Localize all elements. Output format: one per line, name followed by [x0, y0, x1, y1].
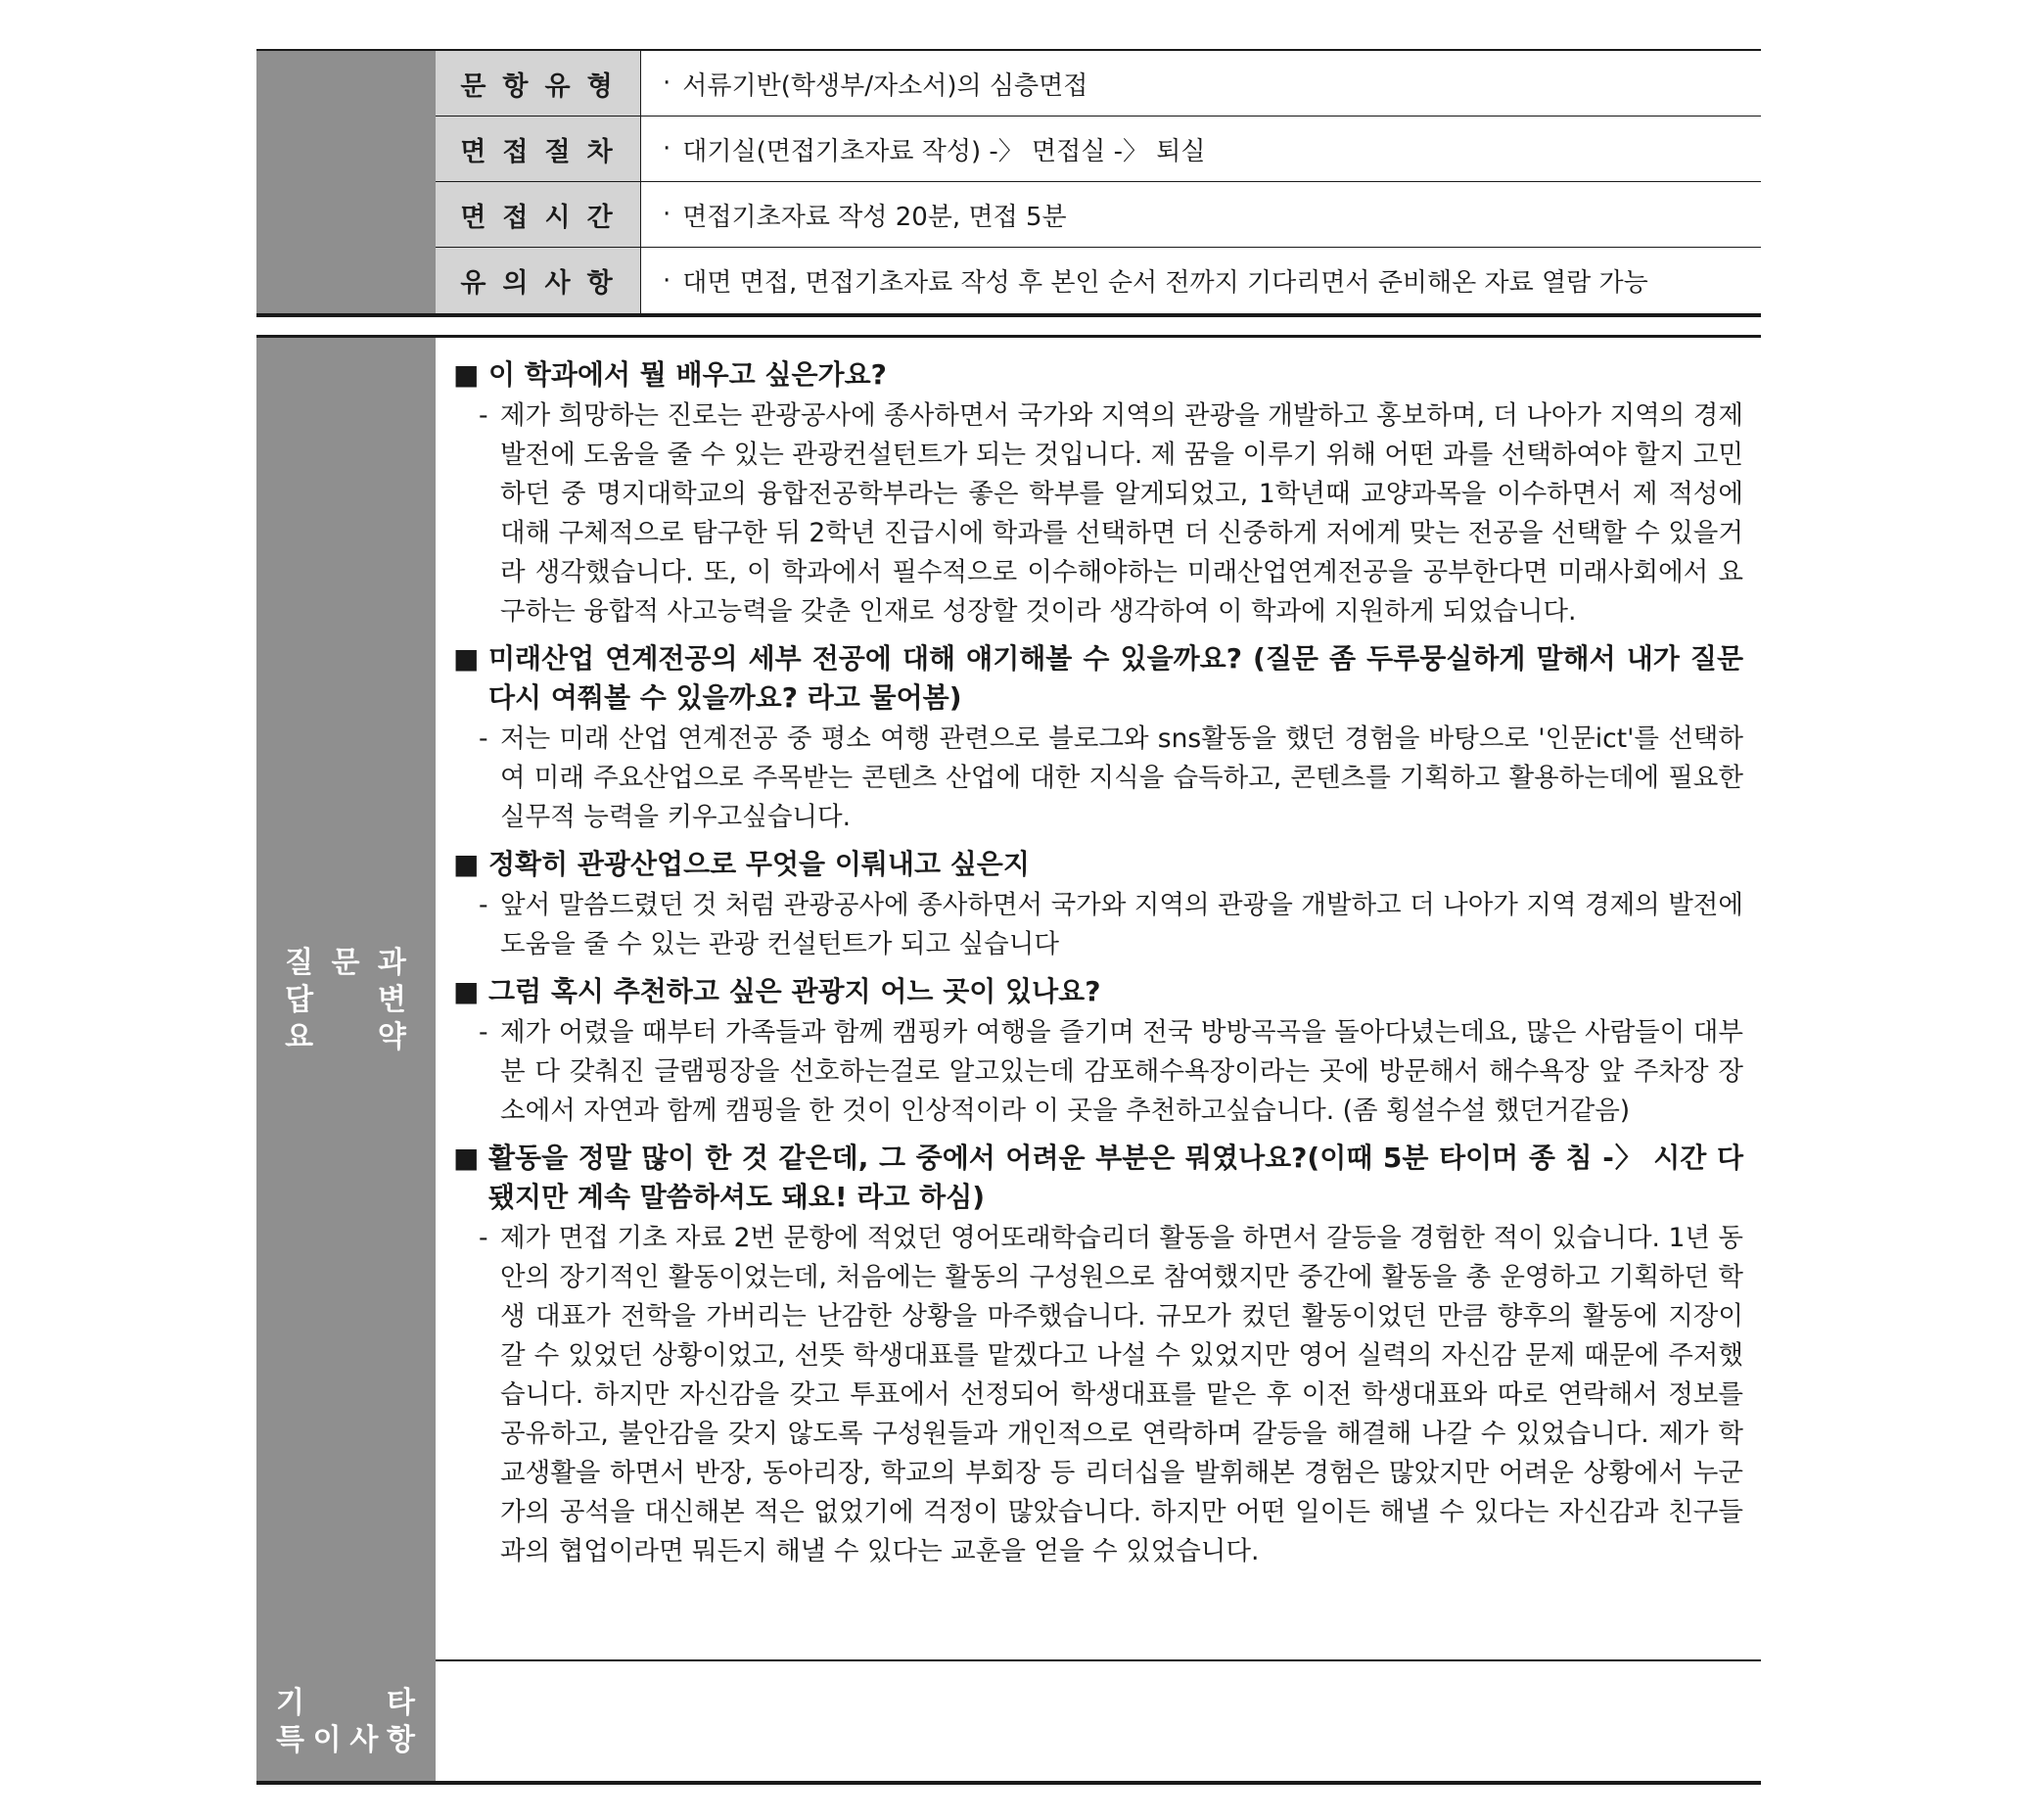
answer-1	[479, 397, 1743, 631]
question-text: 미래산업 연계전공의 세부 전공에 대해 얘기해볼 수 있을까요? (질문 좀 두루뭉실하게 말해서 내가 질문 다시 여쭤볼 수 있을까요? 라고 물어봄)	[488, 642, 1743, 714]
question-5	[453, 1139, 1743, 1217]
qa-side-label	[276, 945, 415, 1056]
side-char: 답	[285, 983, 314, 1017]
side-char: 질	[285, 946, 314, 980]
question-text: 그럼 혹시 추천하고 싶은 관광지 어느 곳이 있나요?	[488, 975, 1101, 1007]
side-char	[322, 1019, 368, 1056]
square-bullet: ■	[453, 642, 480, 675]
question-2	[453, 639, 1743, 718]
info-side-column	[256, 51, 436, 313]
label-notes: 유의사항	[436, 248, 641, 313]
question-text: 활동을 정말 많이 한 것 같은데, 그 중에서 어려운 부분은 뭐였나요?(이때 5분 타이머 종 침 -〉 시간 다됐지만 계속 말씀하셔도 돼요! 라고 하심)	[488, 1142, 1743, 1213]
label-question-type: 문항유형	[436, 51, 641, 117]
qa-body	[436, 338, 1761, 1661]
question-text: 정확히 관광산업으로 무엇을 이뤄내고 싶은지	[488, 848, 1030, 880]
qa-summary-table	[256, 335, 1761, 1785]
etc-char: 기	[276, 1686, 304, 1720]
etc-char: 타	[387, 1686, 415, 1720]
side-char: 요	[285, 1020, 314, 1054]
question-4	[453, 972, 1743, 1011]
dash-bullet: -	[479, 1017, 488, 1048]
etc-label	[276, 1685, 415, 1759]
value-text: 면접기초자료 작성 20분, 면접 5분	[682, 202, 1067, 232]
square-bullet: ■	[453, 358, 480, 391]
answer-2	[479, 720, 1743, 837]
interview-info-table	[256, 49, 1761, 317]
answer-4	[479, 1013, 1743, 1131]
bullet-dot: ·	[663, 69, 671, 98]
answer-text: 제가 면접 기초 자료 2번 문항에 적었던 영어또래학습리더 활동을 하면서 갈등을 경험한 적이 있습니다. 1년 동안의 장기적인 활동이었는데, 처음에는 활동의 구성원으로 참여했지만 중간에 활동을 총 운영하고 기획하던 학생 대표가 전학을 가버리는 난감한 상황을 마주했습니다. 규모가 컸던 활동이었던 만큼 향후의 활동에 지장이 갈 수 있었던 상황이었고, 선뜻 학생대표를 맡겠다고 나설 수 있었지만 영어 실력의 자신감 문제 때문에 주저했습니다. 하지만 자신감을 갖고 투표에서 선정되어 학생대표를 맡은 후 이전 학생대표와 따로 연락해서 정보를 공유하고, 불안감을 갖지 않도록 구성원들과 개인적으로 연락하며 갈등을 해결해 나갈 수 있었습니다. 제가 학교생활을 하면서 반장, 동아리장, 학교의 부회장 등 리더십을 발휘해본 경험은 많았지만 어려운 상황에서 누군가의 공석을 대신해본 적은 없었기에 걱정이 많았습니다. 하지만 어떤 일이든 해낼 수 있다는 자신감과 친구들과의 협업이라면 뭐든지 해낼 수 있다는 교훈을 얻을 수 있었습니다.	[500, 1223, 1743, 1566]
etc-char: 사	[349, 1723, 379, 1757]
etc-char: 이	[312, 1723, 342, 1757]
side-char: 과	[377, 946, 406, 980]
dash-bullet: -	[479, 723, 488, 754]
dash-bullet: -	[479, 890, 488, 920]
etc-char: 항	[387, 1723, 415, 1757]
value-text: 대면 면접, 면접기초자료 작성 후 본인 순서 전까지 기다리면서 준비해온 자료 열람 가능	[682, 268, 1648, 298]
value-text: 대기실(면접기초자료 작성) -〉 면접실 -〉 퇴실	[682, 136, 1206, 166]
value-time	[641, 182, 1761, 248]
qa-side-column	[256, 338, 436, 1661]
value-question-type	[641, 51, 1761, 117]
question-1	[453, 355, 1743, 395]
answer-text: 저는 미래 산업 연계전공 중 평소 여행 관련으로 블로그와 sns활동을 했던 경험을 바탕으로 '인문ict'를 선택하여 미래 주요산업으로 주목받는 콘텐츠 산업에 대한 지식을 습득하고, 콘텐츠를 기획하고 활용하는데에 필요한 실무적 능력을 키우고싶습니다.	[500, 723, 1743, 832]
bullet-dot: ·	[663, 265, 671, 296]
answer-text: 제가 어렸을 때부터 가족들과 함께 캠핑카 여행을 즐기며 전국 방방곡곡을 돌아다녔는데요, 많은 사람들이 대부분 다 갖춰진 글램핑장을 선호하는걸로 알고있는데 감포해수욕장이라는 곳에 방문해서 해수욕장 앞 주차장 장소에서 자연과 함께 캠핑을 한 것이 인상적이라 이 곳을 추천하고싶습니다. (좀 횡설수설 했던거같음)	[500, 1017, 1743, 1126]
dash-bullet: -	[479, 400, 488, 431]
dash-bullet: -	[479, 1223, 488, 1253]
square-bullet: ■	[453, 848, 480, 880]
etc-side-column	[256, 1661, 436, 1781]
value-notes	[641, 248, 1761, 313]
square-bullet: ■	[453, 975, 480, 1007]
side-char	[322, 982, 368, 1019]
answer-3	[479, 886, 1743, 964]
etc-char: 특	[276, 1723, 304, 1757]
side-char: 약	[377, 1020, 406, 1054]
answer-5	[479, 1219, 1743, 1571]
side-char: 문	[331, 946, 360, 980]
etc-body	[436, 1661, 1761, 1781]
label-time: 면접시간	[436, 182, 641, 248]
bullet-dot: ·	[663, 134, 671, 163]
square-bullet: ■	[453, 1142, 480, 1174]
question-text: 이 학과에서 뭘 배우고 싶은가요?	[488, 358, 887, 391]
question-3	[453, 845, 1743, 884]
answer-text: 앞서 말씀드렸던 것 처럼 관광공사에 종사하면서 국가와 지역의 관광을 개발하고 더 나아가 지역 경제의 발전에 도움을 줄 수 있는 관광 컨설턴트가 되고 싶습니다	[500, 890, 1743, 959]
value-text: 서류기반(학생부/자소서)의 심층면접	[682, 70, 1088, 101]
bullet-dot: ·	[663, 200, 671, 229]
label-procedure: 면접절차	[436, 117, 641, 182]
side-char: 변	[377, 983, 406, 1017]
answer-text: 제가 희망하는 진로는 관광공사에 종사하면서 국가와 지역의 관광을 개발하고 홍보하며, 더 나아가 지역의 경제 발전에 도움을 줄 수 있는 관광컨설턴트가 되는 것입니다. 제 꿈을 이루기 위해 어떤 과를 선택하여야 할지 고민하던 중 명지대학교의 융합전공학부라는 좋은 학부를 알게되었고, 1학년때 교양과목을 이수하면서 제 적성에 대해 구체적으로 탐구한 뒤 2학년 진급시에 학과를 선택하면 더 신중하게 저에게 맞는 전공을 선택할 수 있을거라 생각했습니다. 또, 이 학과에서 필수적으로 이수해야하는 미래산업연계전공을 공부한다면 미래사회에서 요구하는 융합적 사고능력을 갖춘 인재로 성장할 것이라 생각하여 이 학과에 지원하게 되었습니다.	[500, 400, 1743, 627]
value-procedure	[641, 117, 1761, 182]
